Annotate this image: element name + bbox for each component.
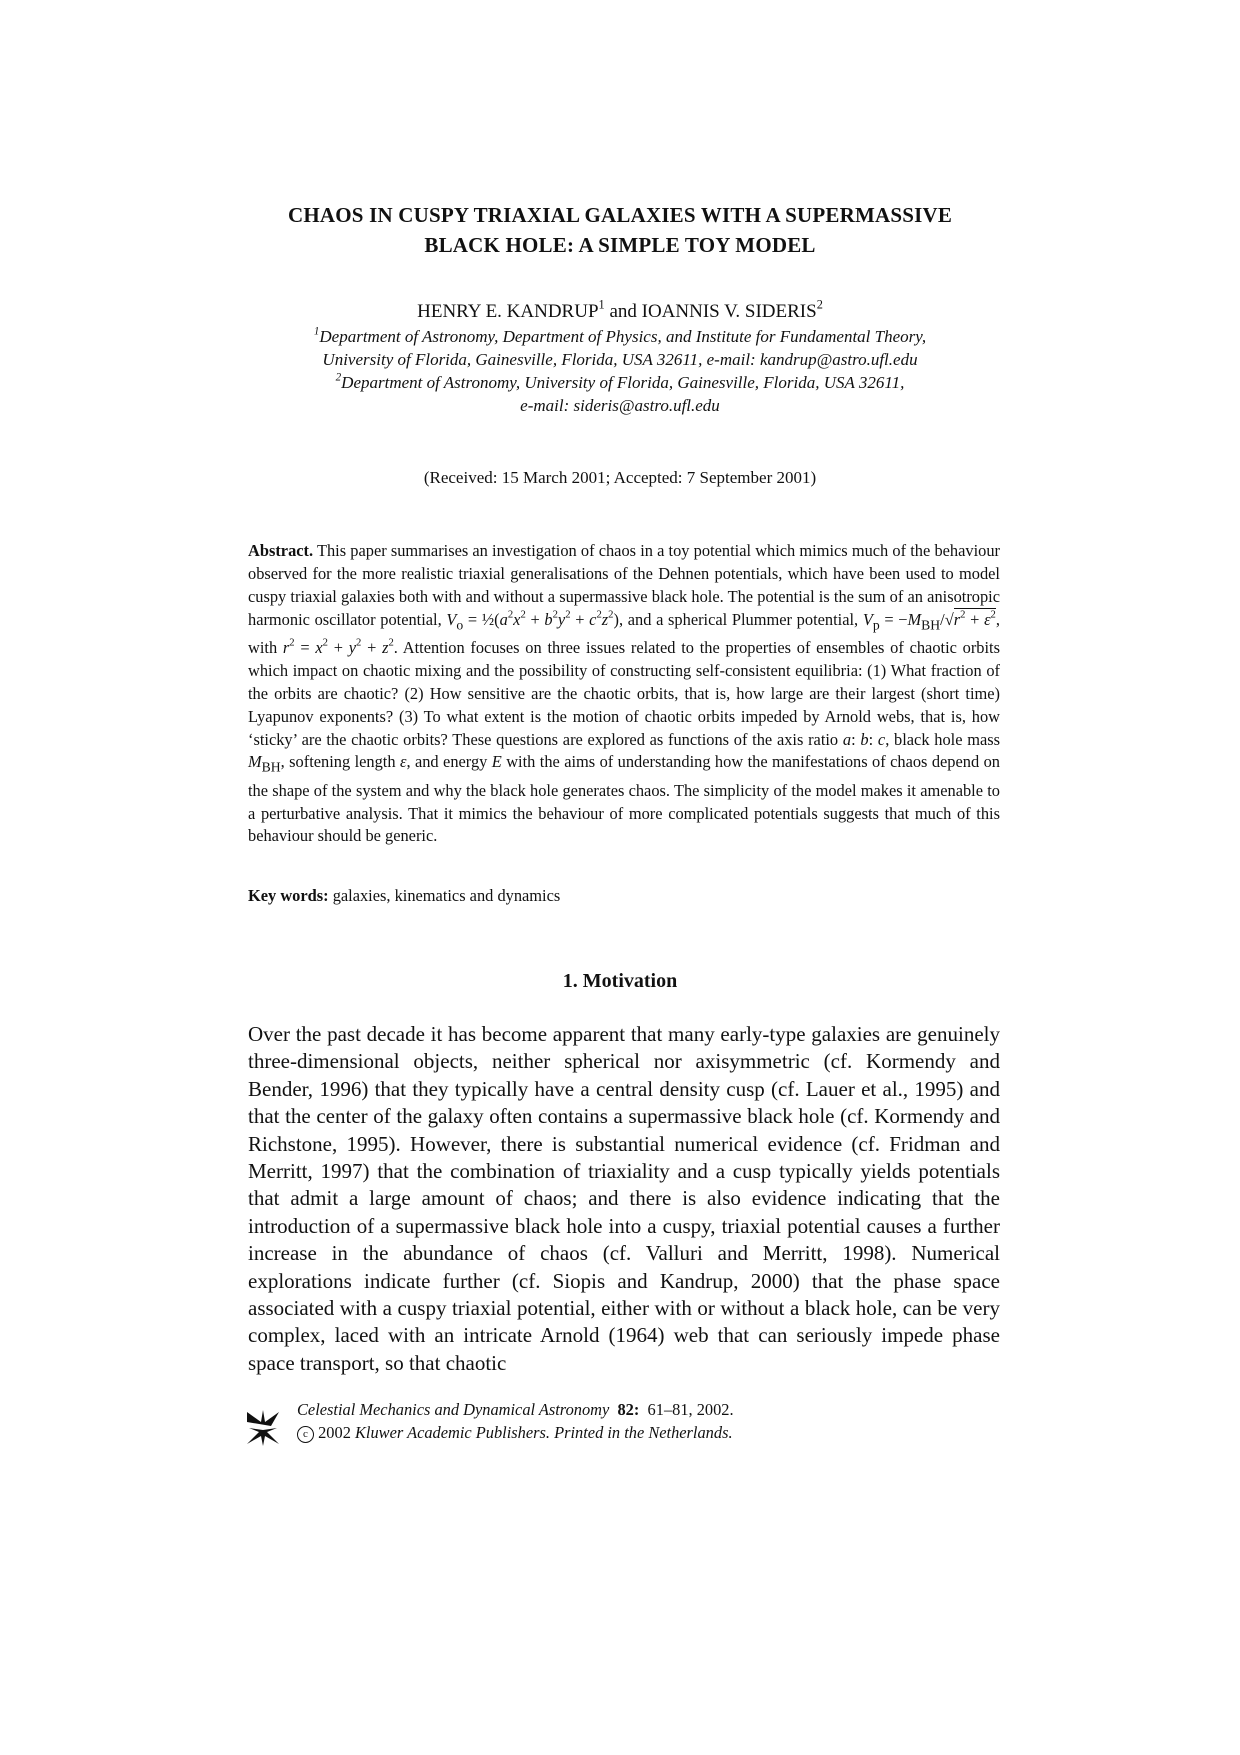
journal-footer xyxy=(245,1398,845,1448)
received-dates: (Received: 15 March 2001; Accepted: 7 September 2001) xyxy=(423,468,817,487)
affiliation-2-mark: 2 xyxy=(335,371,342,384)
affiliation-1-line-1 xyxy=(200,325,1040,348)
title-line-1: CHAOS IN CUSPY TRIAXIAL GALAXIES WITH A SUPERMASSIVE xyxy=(287,203,953,227)
affiliation-2-text: Department of Astronomy, University of Florida, Gainesville, Florida, USA 32611, xyxy=(341,373,905,392)
keywords xyxy=(248,885,1000,907)
journal-name: Celestial Mechanics and Dynamical Astronomy xyxy=(297,1400,610,1419)
footer-text xyxy=(297,1398,734,1444)
copyright-year: 2002 xyxy=(318,1423,351,1442)
abstract xyxy=(248,540,1000,848)
affiliation-1-mark: 1 xyxy=(313,325,320,338)
affiliation-2-line-1 xyxy=(200,371,1040,394)
oscillator-formula: $V_o$ = $\frac{1}{2}(a^2x^2 + b^2y^2 + c^2z^2)$, xyxy=(446,609,624,632)
publisher-logo xyxy=(245,1408,281,1448)
author-2: IOANNIS V. SIDERIS xyxy=(641,301,817,322)
plummer-formula: $V_p = -M_{BH}/√r^2 + \varepsilon^2$, with $r^2 = x^2 + y^2 + z^2$. xyxy=(248,609,1000,657)
abstract-text-4: with the aims of understanding how the manifestations of chaos depend on the shape of the system and why the black hole generates chaos. The simplicity of the model makes it amenable to a perturbative analysis. That it mimics the behaviour of more complicated potentials suggests that much of this behaviour should be generic. xyxy=(248,752,1000,846)
author-1: HENRY E. KANDRUP xyxy=(417,301,599,322)
title-line-2: BLACK HOLE: A SIMPLE TOY MODEL xyxy=(424,233,816,257)
author-2-mark: 2 xyxy=(816,297,823,312)
paper-title xyxy=(200,200,1040,260)
logo-upper-petals xyxy=(247,1410,279,1426)
affiliation-1-line-2: University of Florida, Gainesville, Florida, USA 32611, e-mail: kandrup@astro.ufl.edu xyxy=(322,350,918,369)
section-heading: 1. Motivation xyxy=(562,970,678,992)
copyright-line xyxy=(297,1421,734,1444)
abstract-text-1: This paper summarises an investigation of chaos in a toy potential which mimics much of the behaviour observed for the more realistic triaxial generalisations of the Dehnen potentials, which have been used to model cuspy triaxial galaxies both with and without a supermassive black hole. The potential is the sum of an anisotropic harmonic oscillator potential, xyxy=(248,541,1000,629)
author-and: and xyxy=(609,301,637,322)
author-line xyxy=(200,297,1040,324)
abstract-label: Abstract. xyxy=(248,541,314,560)
logo-lower-petals xyxy=(247,1428,279,1446)
section-body: Over the past decade it has become apparent that many early-type galaxies are genuinely three-dimensional objects, neither spherical nor axisymmetric (cf. Kormendy and Bender, 1996) that they typically have a central density cusp (cf. Lauer et al., 1995) and that the center of the galaxy often contains a supermassive black hole (cf. Kormendy and Richstone, 1995). However, there is substantial numerical evidence (cf. Fridman and Merritt, 1997) that the combination of triaxiality and a cusp typically yields potentials that admit a large amount of chaos; and there is also evidence indicating that the introduction of a supermassive black hole into a cuspy, triaxial potential causes a further increase in the abundance of chaos (cf. Valluri and Merritt, 1998). Numerical explorations indicate further (cf. Siopis and Kandrup, 2000) that the phase space associated with a cuspy triaxial potential, either with or without a black hole, can be very complex, laced with an intricate Arnold (1964) web that can seriously impede phase space transport, so that chaotic xyxy=(248,1022,1000,1375)
affiliations xyxy=(200,325,1040,417)
publisher-name: Kluwer Academic Publishers. Printed in the Netherlands. xyxy=(355,1423,733,1442)
abstract-text-3: Attention focuses on three issues related to the properties of ensembles of chaotic orbits which impact on chaotic mixing and the possibility of constructing self-consistent equilibria: (1) What fraction of the orbits are chaotic? (2) How sensitive are the chaotic orbits, that is, how large are their largest (short time) Lyapunov exponents? (3) To what extent is the motion of chaotic orbits impeded by Arnold webs, that is, how ‘sticky’ are the chaotic orbits? These questions are explored as functions of the axis ratio xyxy=(248,637,1000,749)
affiliation-1-text: Department of Astronomy, Department of Physics, and Institute for Fundamental Theory, xyxy=(319,327,927,346)
citation-line xyxy=(297,1398,734,1421)
journal-pages: 61–81, 2002. xyxy=(647,1400,734,1419)
author-1-mark: 1 xyxy=(598,297,605,312)
keywords-label: Key words: xyxy=(248,886,329,905)
parameter-list: a: b: c, black hole mass $M_{BH}$, softening length ε, and energy E xyxy=(248,729,1001,775)
affiliation-2-line-2: e-mail: sideris@astro.ufl.edu xyxy=(520,396,720,415)
journal-volume: 82: xyxy=(617,1400,640,1419)
keywords-value: galaxies, kinematics and dynamics xyxy=(332,886,561,905)
copyright-icon: c xyxy=(297,1426,314,1443)
abstract-text-2: and a spherical Plummer potential, xyxy=(627,609,863,629)
